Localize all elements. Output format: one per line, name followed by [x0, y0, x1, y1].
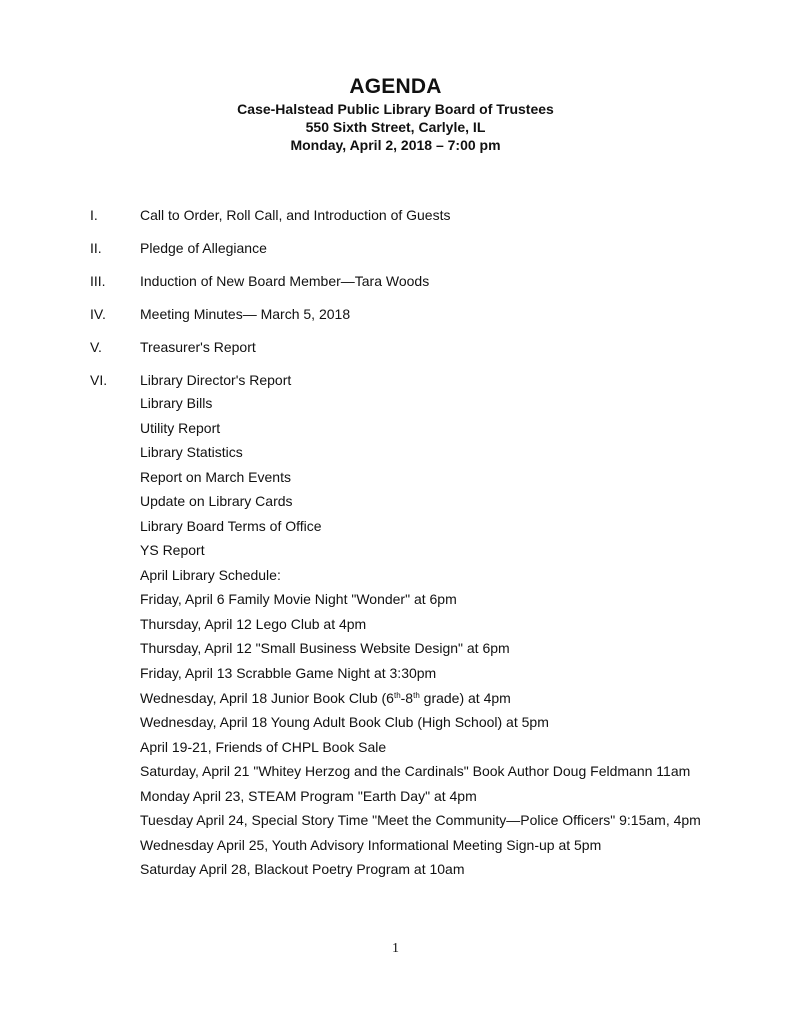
schedule-item: Saturday April 28, Blackout Poetry Program at 10am [140, 861, 465, 878]
sub-item: YS Report [140, 542, 205, 559]
jbc-superscript-th: th [413, 690, 420, 700]
schedule-item: Thursday, April 12 Lego Club at 4pm [140, 615, 367, 632]
agenda-item-treasurer [0, 337, 791, 370]
meeting-address: 550 Sixth Street, Carlyle, IL [305, 119, 486, 135]
schedule-item: Wednesday April 25, Youth Advisory Informational Meeting Sign-up at 5pm [140, 836, 602, 853]
jbc-text-pre: Wednesday, April 18 Junior Book Club (6 [140, 689, 394, 706]
item-number: IV. [90, 306, 106, 322]
item-number: III. [90, 273, 106, 289]
sub-item: Library Statistics [140, 444, 243, 461]
schedule-item-junior-book-club [140, 688, 701, 713]
jbc-text-mid: -8 [400, 689, 414, 706]
schedule-item: Monday April 23, STEAM Program "Earth Day" at 4pm [140, 787, 477, 804]
sub-item: Utility Report [140, 419, 221, 436]
schedule-item: April 19-21, Friends of CHPL Book Sale [140, 738, 387, 755]
item-text: Library Director's Report [140, 372, 292, 388]
item-text: Meeting Minutes— March 5, 2018 [140, 306, 351, 322]
schedule-item: Friday, April 13 Scrabble Game Night at 3:30pm [140, 665, 437, 682]
director-report-subitems [140, 393, 701, 884]
schedule-item: Tuesday April 24, Special Story Time "Meet the Community—Police Officers" 9:15am, 4pm [140, 812, 701, 829]
item-number: I. [90, 207, 98, 223]
jbc-text-post: grade) at 4pm [419, 689, 511, 706]
agenda-header [0, 74, 791, 154]
meeting-datetime: Monday, April 2, 2018 – 7:00 pm [290, 137, 501, 153]
organization-name: Case-Halstead Public Library Board of Trustees [237, 101, 554, 117]
sub-item: Report on March Events [140, 468, 291, 485]
agenda-item-call-to-order [0, 205, 791, 238]
agenda-item-minutes [0, 304, 791, 337]
sub-item: Library Bills [140, 395, 213, 411]
item-text: Treasurer's Report [140, 339, 256, 355]
schedule-item: Saturday, April 21 "Whitey Herzog and the Cardinals" Book Author Doug Feldmann 11am [140, 763, 691, 780]
schedule-item: Friday, April 6 Family Movie Night "Wonder" at 6pm [140, 591, 457, 608]
sub-item: Update on Library Cards [140, 493, 293, 510]
item-text: Call to Order, Roll Call, and Introduction of Guests [140, 207, 451, 223]
page-number: 1 [392, 941, 399, 956]
schedule-item: Thursday, April 12 "Small Business Website Design" at 6pm [140, 640, 510, 657]
agenda-title: AGENDA [349, 75, 442, 98]
jbc-superscript-th: th [393, 690, 401, 700]
item-number: V. [90, 339, 102, 355]
agenda-item-induction [0, 271, 791, 304]
item-number: VI. [90, 372, 108, 388]
sub-item: Library Board Terms of Office [140, 517, 322, 534]
item-number: II. [90, 240, 102, 256]
item-text: Induction of New Board Member—Tara Woods [140, 273, 430, 289]
agenda-list [0, 205, 791, 403]
item-text: Pledge of Allegiance [140, 240, 267, 256]
schedule-item: Wednesday, April 18 Young Adult Book Club (High School) at 5pm [140, 714, 549, 731]
schedule-heading: April Library Schedule: [140, 566, 281, 583]
agenda-item-pledge [0, 238, 791, 271]
